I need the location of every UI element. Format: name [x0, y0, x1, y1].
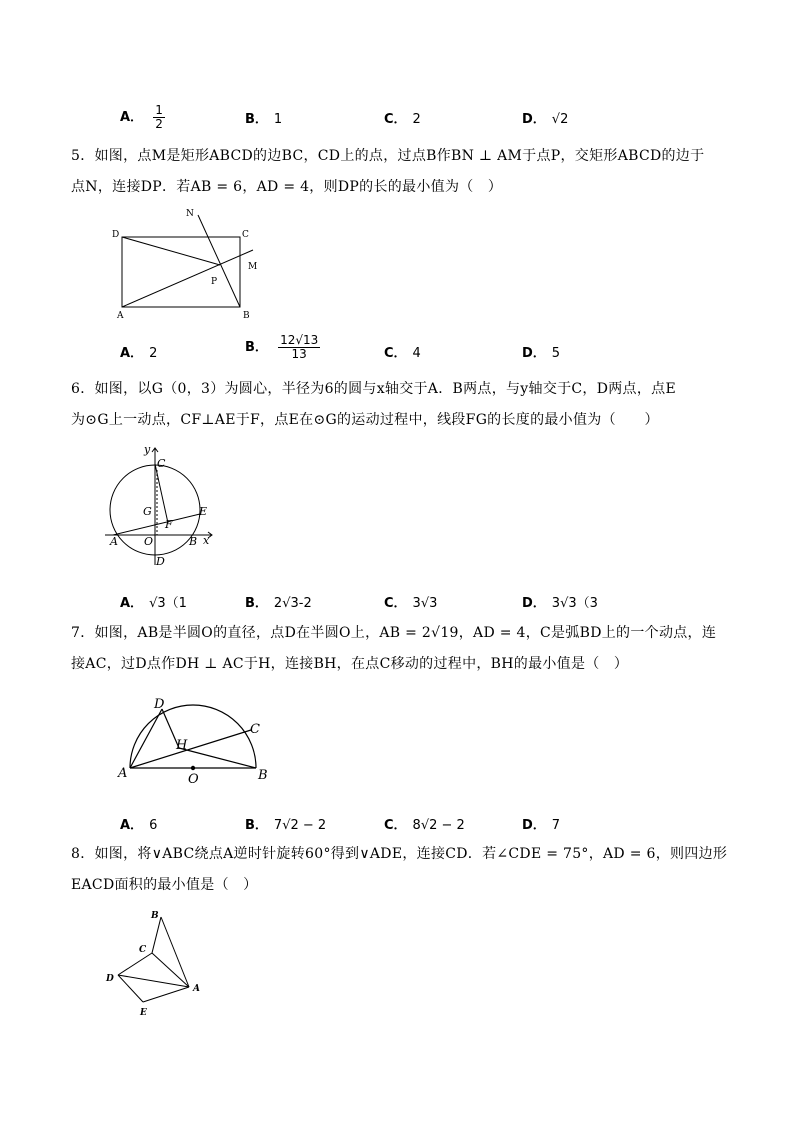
q5-figure [108, 205, 268, 325]
q7-option-a: A． 6 [120, 818, 158, 833]
q7-option-c: C． 8√2 − 2 [384, 818, 465, 833]
q4-option-d: D． √2 [522, 112, 569, 127]
fraction: $\frac{12√13}{13}$ [280, 333, 319, 361]
q8-text-line2: EACD面积的最小值是（ ） [71, 877, 258, 893]
label-c: C [242, 230, 249, 240]
label-d: D [154, 697, 165, 712]
semicircle [130, 705, 256, 768]
rectangle-abcd [122, 237, 240, 307]
label-o: O [188, 772, 199, 787]
line-ea [143, 987, 189, 1002]
q8-figure [100, 905, 220, 1020]
line-dp [122, 237, 220, 265]
label-c: C [139, 945, 147, 955]
label-m: M [248, 262, 258, 272]
label-b: B [243, 311, 250, 321]
q5-option-d: D． 5 [522, 346, 561, 361]
label-c: C [157, 457, 166, 470]
label-h: H [176, 738, 188, 753]
label-d: D [112, 230, 120, 240]
line-hb [179, 748, 256, 768]
label-p: P [211, 277, 218, 287]
q8-text-line1: 8．如图，将∨ABC绕点A逆时针旋转60°得到∨ADE，连接CD．若∠CDE = 75°，AD = 6，则四边形 [71, 846, 728, 862]
label-d: D [106, 974, 114, 984]
q7-text-line2: 接AC，过D点作DH ⊥ AC于H，连接BH，在点C移动的过程中，BH的最小值是（ ） [71, 656, 629, 672]
label-b: B [189, 535, 198, 548]
q4-option-c: C． 2 [384, 112, 421, 127]
label-a: A [118, 766, 128, 781]
label-o: O [144, 535, 154, 548]
q5-option-b: B． $\frac{12√13}{13}$ [245, 333, 319, 361]
label-f: F [165, 518, 173, 531]
q4-option-a: A． $\frac{1}{2}$ [120, 103, 163, 131]
label-y: y [144, 443, 151, 456]
q6-option-d: D． 3√3（3 [522, 596, 598, 611]
q4-option-b: B． 1 [245, 112, 283, 127]
label-a: A [117, 311, 124, 321]
q6-option-b: B． 2√3-2 [245, 596, 312, 611]
label-b: B [258, 768, 268, 783]
q6-text-line1: 6．如图，以G（0，3）为圆心，半径为6的圆与x轴交于A．B两点，与y轴交于C，D两点，点E [71, 381, 676, 397]
label-e: E [199, 505, 208, 518]
q5-text-line1: 5．如图，点M是矩形ABCD的边BC，CD上的点，过点B作BN ⊥ AM于点P，交矩形ABCD的边于 [71, 148, 705, 164]
label-a: A [193, 984, 200, 994]
q6-option-c: C． 3√3 [384, 596, 438, 611]
line-am [122, 250, 253, 307]
q6-text-line2: 为⊙G上一动点，CF⊥AE于F，点E在⊙G的运动过程中，线段FG的长度的最小值为（ ） [71, 412, 659, 428]
q5-option-c: C． 4 [384, 346, 421, 361]
q7-option-d: D． 7 [522, 818, 561, 833]
line-ba [161, 917, 189, 987]
q6-option-a: A． √3（1 [120, 596, 187, 611]
label-d: D [156, 555, 165, 568]
label-b: B [151, 911, 159, 921]
line-cd [118, 953, 152, 975]
q6-figure [100, 440, 220, 575]
label-g: G [143, 505, 152, 518]
q7-option-b: B． 7√2 − 2 [245, 818, 327, 833]
q5-option-a: A． 2 [120, 346, 158, 361]
label-n: N [186, 209, 194, 219]
label-a: A [110, 535, 118, 548]
q5-text-line2: 点N，连接DP．若AB = 6，AD = 4，则DP的长的最小值为（ ） [71, 179, 503, 195]
label-c: C [250, 722, 260, 737]
label-x: x [203, 534, 210, 547]
fraction: $\frac{1}{2}$ [155, 103, 163, 131]
q7-figure [112, 690, 282, 790]
center-o-dot [191, 766, 195, 770]
label-e: E [140, 1008, 147, 1018]
q7-text-line1: 7．如图，AB是半圆O的直径，点D在半圆O上，AB = 2√19，AD = 4，C是弧BD上的一个动点，连 [71, 625, 717, 641]
line-bc [152, 917, 161, 953]
